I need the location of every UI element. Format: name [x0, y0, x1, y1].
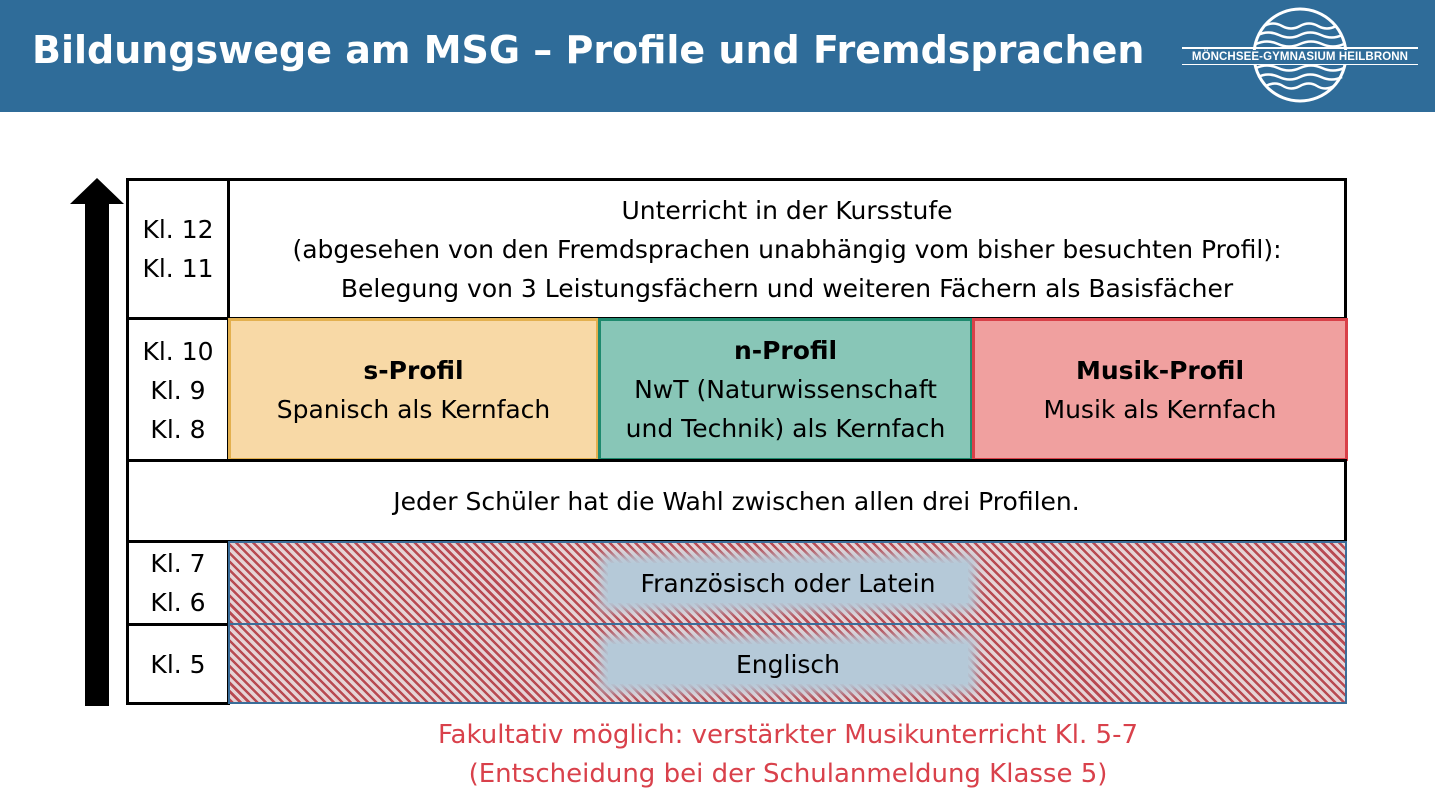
header-bar [0, 0, 1435, 112]
kursstufe-line: Belegung von 3 Leistungsfächern und weiteren Fächern als Basisfächer [340, 273, 1234, 303]
profile-desc: Musik als Kernfach [1043, 394, 1277, 424]
profile-name: s-Profil [363, 355, 464, 385]
profile-desc: NwT (Naturwissenschaft [634, 375, 937, 404]
grade-cell-profile [126, 317, 230, 463]
language-label-kl67: Französisch oder Latein [608, 563, 968, 603]
grade-label: Kl. 10 [142, 336, 214, 366]
choice-text: Jeder Schüler hat die Wahl zwischen allen drei Profilen. [393, 486, 1080, 516]
music-note-line1: Fakultativ möglich: verstärkter Musikunterricht Kl. 5-7 [437, 720, 1138, 750]
grade-label: Kl. 7 [150, 549, 206, 578]
grade-label: Kl. 5 [150, 649, 206, 679]
kursstufe-box [227, 178, 1347, 320]
page-title: Bildungswege am MSG – Profile und Fremdsprachen [32, 28, 1145, 72]
kursstufe-line: (abgesehen von den Fremdsprachen unabhängig vom bisher besuchten Profil): [292, 234, 1282, 264]
kursstufe-line: Unterricht in der Kursstufe [621, 195, 953, 225]
profile-desc: Spanisch als Kernfach [276, 394, 551, 424]
music-note-line2: (Entscheidung bei der Schulanmeldung Klasse 5) [468, 759, 1108, 789]
school-logo [1182, 6, 1418, 106]
language-label-kl5: Englisch [608, 644, 968, 684]
logo-text: MÖNCHSEE-GYMNASIUM HEILBRONN [1182, 50, 1418, 64]
profile-name: Musik-Profil [1075, 355, 1245, 385]
profile-name: n-Profil [733, 336, 838, 365]
grade-label: Kl. 11 [142, 254, 214, 283]
grade-cell-kursstufe [126, 178, 230, 320]
profile-desc: und Technik) als Kernfach [625, 414, 946, 443]
grade-cell-mittelstufe [126, 540, 230, 626]
grade-cell-unterstufe [126, 623, 230, 705]
n-profile-box [598, 318, 973, 461]
musik-profile-box [972, 318, 1348, 461]
grade-label: Kl. 8 [150, 414, 206, 444]
grade-label: Kl. 6 [150, 588, 206, 617]
grade-label: Kl. 9 [150, 375, 206, 405]
choice-box [126, 459, 1347, 543]
upward-arrow-icon [70, 178, 124, 706]
grade-label: Kl. 12 [142, 215, 214, 244]
s-profile-box [228, 318, 599, 461]
